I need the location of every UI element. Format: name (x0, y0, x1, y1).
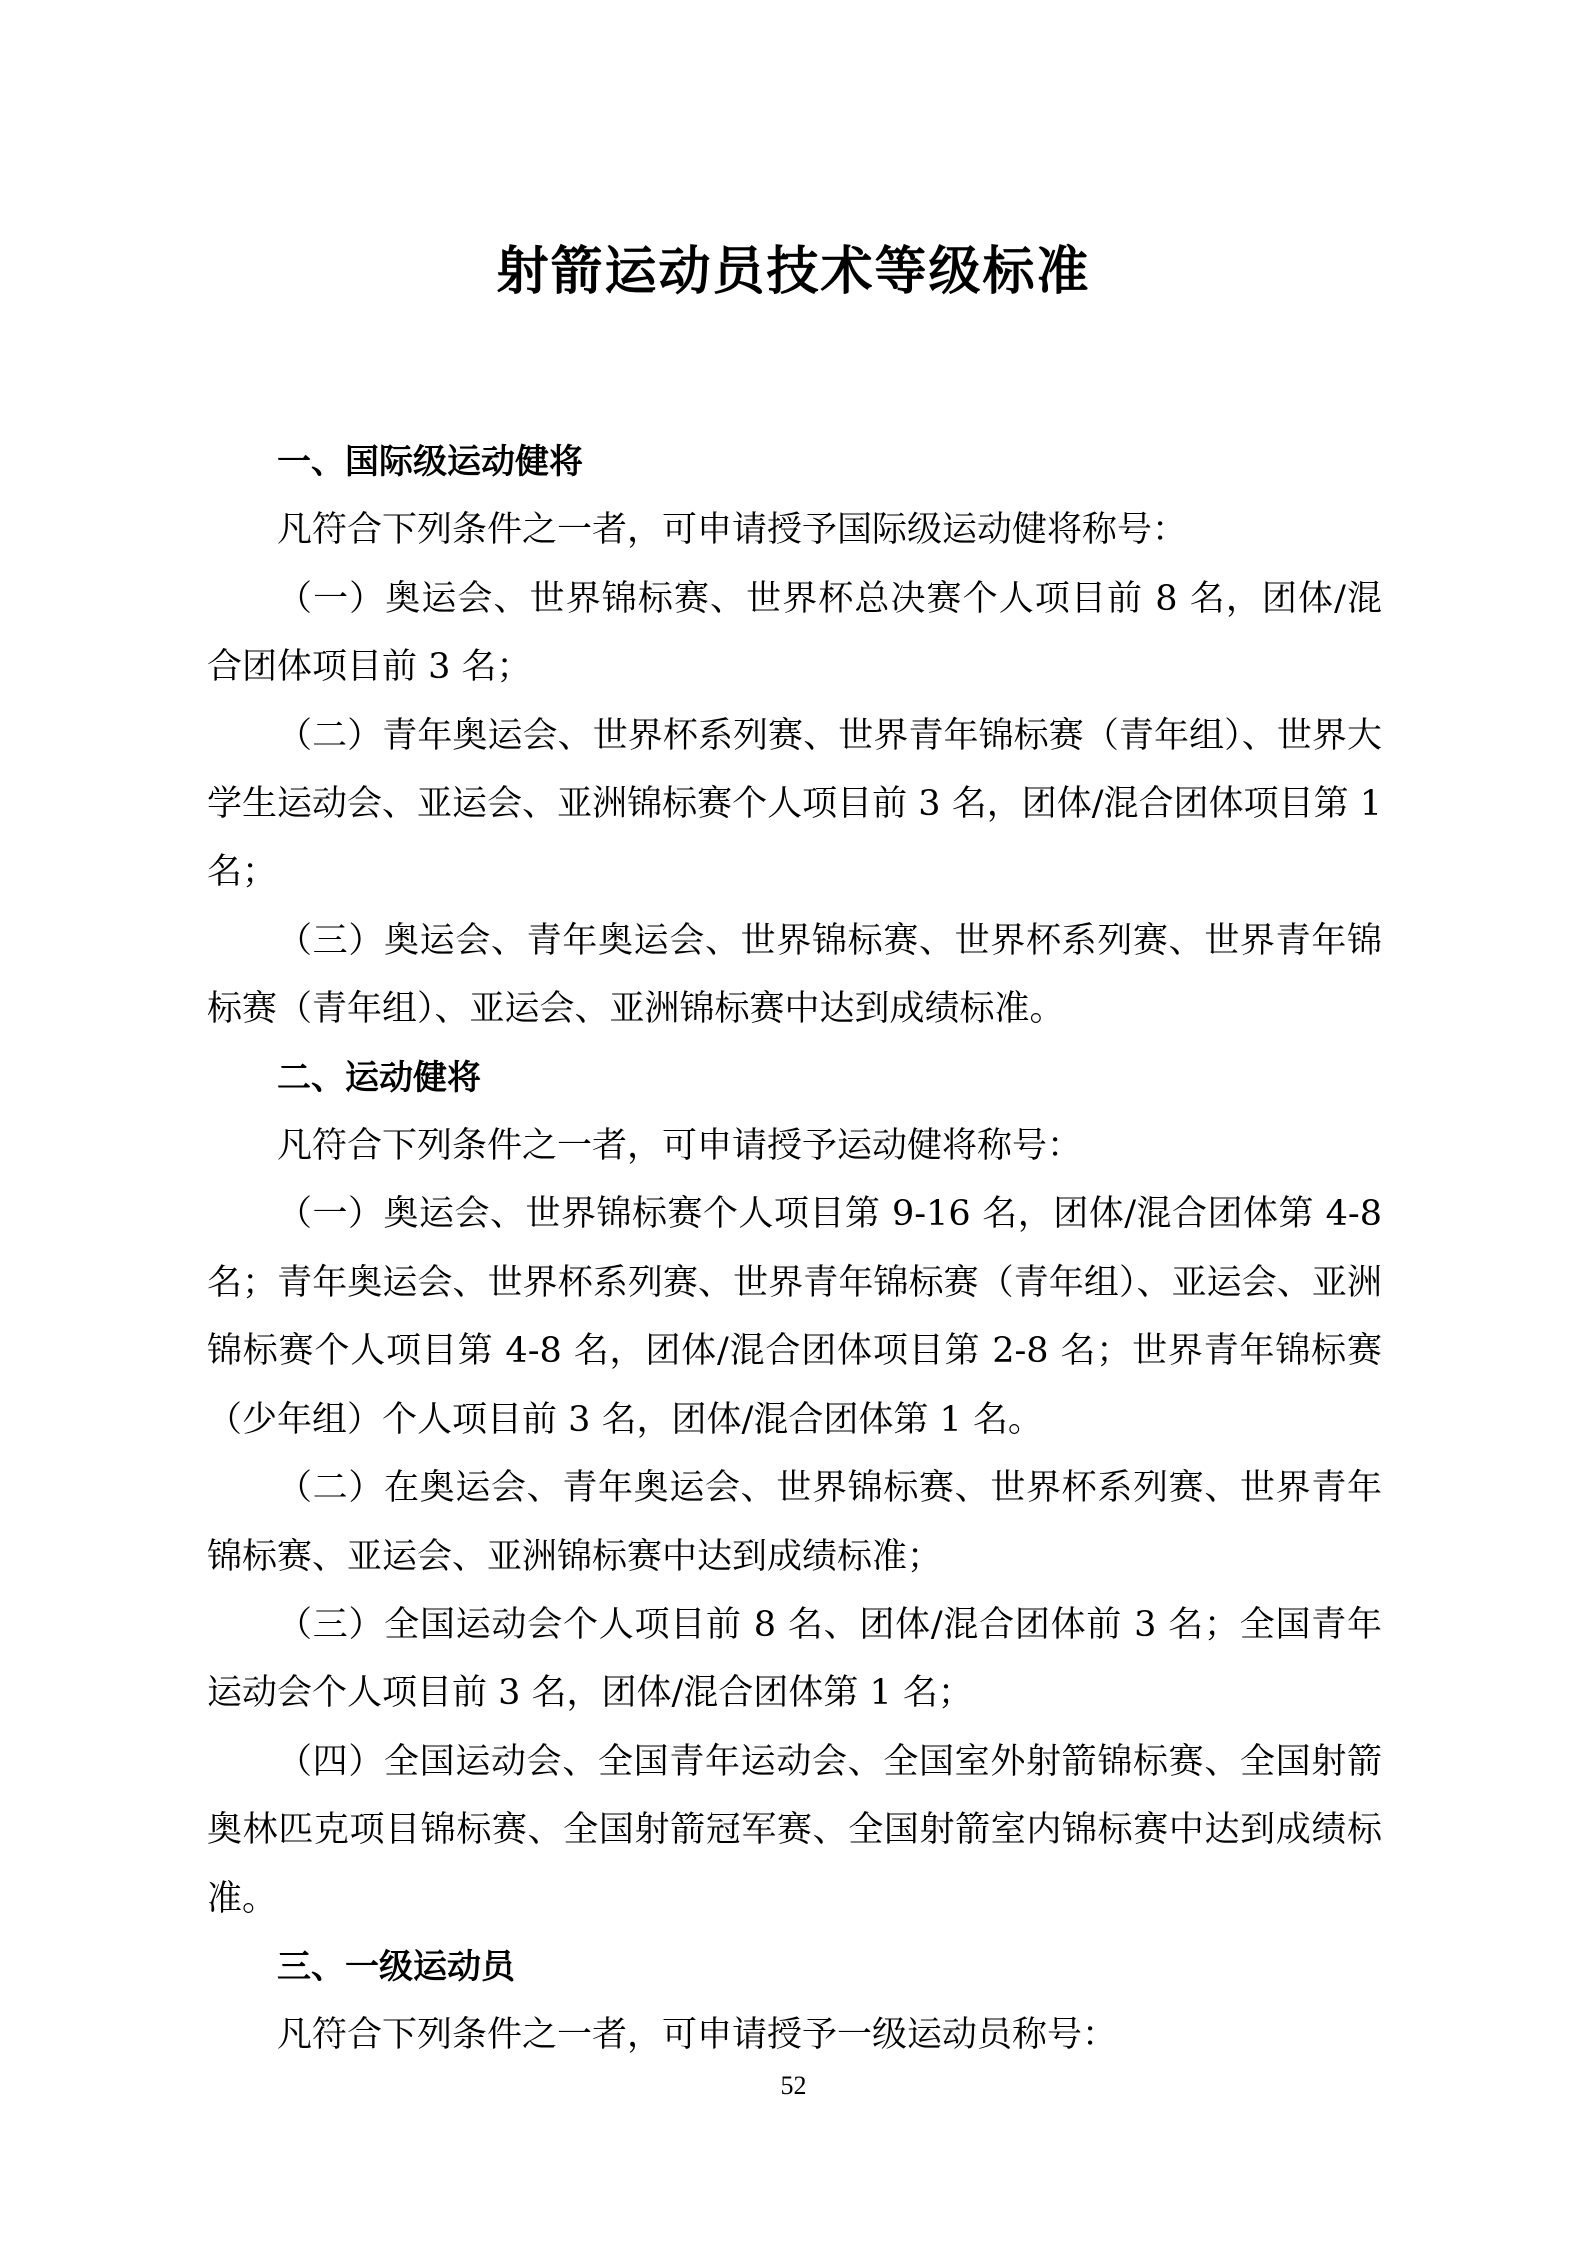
criteria-item: （一）奥运会、世界锦标赛个人项目第 9-16 名，团体/混合团体第 4-8 名；青年奥运会、世界杯系列赛、世界青年锦标赛（青年组）、亚运会、亚洲锦标赛个人项目第 4-8 名，团体/混合团体项目第 2-8 名；世界青年锦标赛（少年组）个人项目前 3 名，团体/混合团体第 1 名。 (207, 1194, 1382, 1440)
criteria-item: （二）青年奥运会、世界杯系列赛、世界青年锦标赛（青年组）、世界大学生运动会、亚运会、亚洲锦标赛个人项目前 3 名，团体/混合团体项目第 1 名； (207, 715, 1382, 893)
section-intro: 凡符合下列条件之一者，可申请授予国际级运动健将称号： (277, 510, 1188, 551)
section-first-class (207, 1933, 1382, 2070)
section-intro: 凡符合下列条件之一者，可申请授予一级运动员称号： (277, 2015, 1118, 2056)
section-heading: 一、国际级运动健将 (277, 442, 583, 482)
section-intro: 凡符合下列条件之一者，可申请授予运动健将称号： (277, 1126, 1083, 1167)
criteria-item: （三）全国运动会个人项目前 8 名、团体/混合团体前 3 名；全国青年运动会个人项目前 3 名，团体/混合团体第 1 名； (207, 1604, 1382, 1714)
criteria-item: （四）全国运动会、全国青年运动会、全国室外射箭锦标赛、全国射箭奥林匹克项目锦标赛、全国射箭冠军赛、全国射箭室内锦标赛中达到成绩标准。 (207, 1741, 1382, 1919)
page-title: 射箭运动员技术等级标准 (496, 241, 1091, 302)
page-number: 52 (780, 2071, 807, 2100)
section-heading: 三、一级运动员 (277, 1946, 515, 1987)
criteria-item: （二）在奥运会、青年奥运会、世界锦标赛、世界杯系列赛、世界青年锦标赛、亚运会、亚洲锦标赛中达到成绩标准； (207, 1468, 1382, 1577)
criteria-item: （一）奥运会、世界锦标赛、世界杯总决赛个人项目前 8 名，团体/混合团体项目前 3 名； (207, 578, 1382, 688)
section-heading: 二、运动健将 (277, 1057, 481, 1098)
document-body (207, 428, 1382, 2070)
section-master (207, 1044, 1382, 1933)
criteria-item: （三）奥运会、青年奥运会、世界锦标赛、世界杯系列赛、世界青年锦标赛（青年组）、亚运会、亚洲锦标赛中达到成绩标准。 (207, 920, 1382, 1030)
section-international-master (207, 428, 1382, 1044)
